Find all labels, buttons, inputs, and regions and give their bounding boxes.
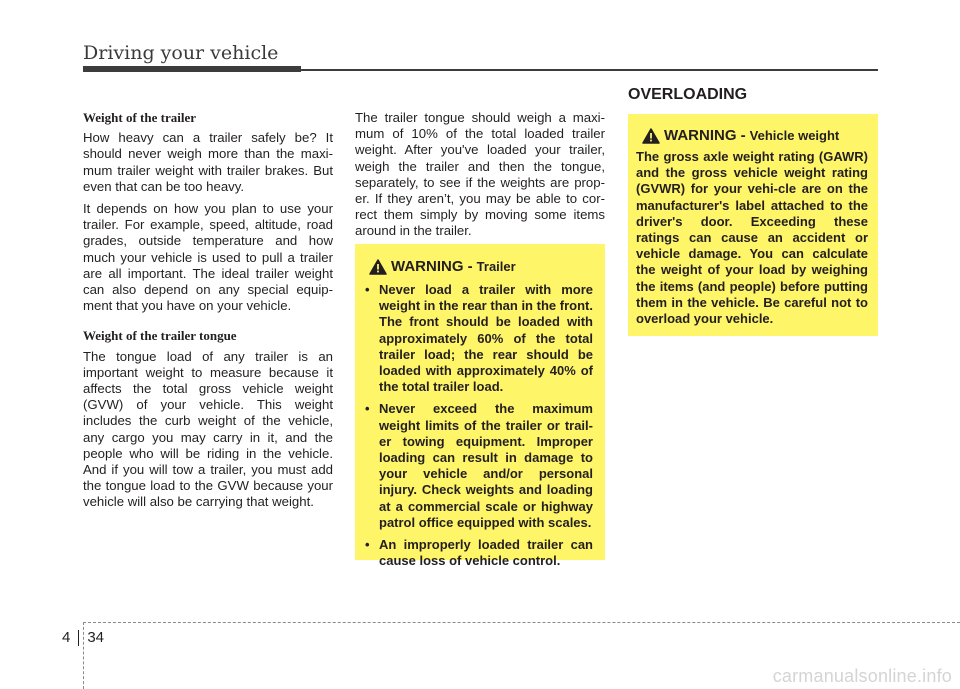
paragraph: The trailer tongue should weigh a maxi-mum of 10% of the total loaded trailer weight. After you've loaded your trailer, weigh the trailer and then the tongue, separately, to see if the weights are prop-er. If they aren’t, you may be able to cor-rect them simply by moving some items around in the trailer.	[355, 110, 605, 239]
paragraph: The tongue load of any trailer is an important weight to measure because it affects the total gross vehicle weight (GVW) of your vehicle. This weight includes the curb weight of the vehicle, any cargo you may carry in it, and the people who will be riding in the vehicle. And if you will tow a trailer, you must add the tongue load to the GVW because your vehicle will also be carrying that weight.	[83, 348, 333, 510]
warning-title	[628, 114, 878, 149]
warning-title	[355, 244, 605, 280]
header-bar-thick	[83, 66, 301, 72]
list-item: • Never exceed the maximum weight limits of the trailer or trail-er towing equipment. Improper loading can result in damage to your vehicle and/or personal injury. Check weights and loading at a commercial scale or highway patrol office equipped with scales.	[365, 401, 593, 531]
paragraph: How heavy can a trailer safely be? It should never weigh more than the maxi-mum trailer weight with trailer brakes. But even that can be too heavy.	[83, 130, 333, 194]
page-number-value: 34	[87, 629, 105, 646]
list-item: • Never load a trailer with more weight in the rear than in the front. The front should be loaded with approximately 60% of the total trailer load; the rear should be loaded with approximately 40% of the total trailer load.	[365, 282, 593, 395]
page-number	[62, 629, 104, 646]
warning-triangle-icon	[642, 128, 660, 144]
heading-tongue-weight: Weight of the trailer tongue	[83, 328, 237, 344]
watermark: carmanualsonline.info	[772, 666, 952, 686]
left-column	[83, 110, 333, 517]
warning-box-vehicle-weight	[628, 114, 878, 336]
header-title: Driving your vehicle	[83, 42, 279, 64]
page-number-separator	[78, 630, 79, 646]
warning-subject: Trailer	[476, 258, 516, 274]
warning-subject: Vehicle weight	[749, 127, 840, 143]
warning-box-trailer	[355, 244, 605, 569]
warning-word: WARNING -	[391, 257, 473, 275]
warning-word: WARNING -	[664, 126, 746, 144]
header-bar-thin	[301, 69, 878, 71]
warning-body: The gross axle weight rating (GAWR) and the gross vehicle weight rating (GVWR) for your vehi-cle are on the manufacturer's label attached to the driver's door. Exceeding these ratings can cause an accident or vehicle damage. You can calculate the weight of your load by weighing the items (and people) before putting them in the vehicle. Be careful not to overload your vehicle.	[636, 149, 868, 327]
list-item: • An improperly loaded trailer can cause loss of vehicle control.	[365, 537, 593, 569]
warning-triangle-icon	[369, 259, 387, 275]
warning-list	[355, 282, 605, 569]
paragraph: It depends on how you plan to use your trailer. For example, speed, altitude, road grades, outside temperature and how much your vehicle is used to pull a trailer are all important. The ideal trailer weight can also depend on any special equip-ment that you have on your vehicle.	[83, 201, 333, 314]
footer-rule	[83, 622, 960, 623]
section-heading-overloading: OVERLOADING	[628, 86, 748, 103]
middle-column	[355, 110, 605, 246]
heading-trailer-weight: Weight of the trailer	[83, 110, 196, 125]
chapter-number: 4	[62, 629, 71, 646]
